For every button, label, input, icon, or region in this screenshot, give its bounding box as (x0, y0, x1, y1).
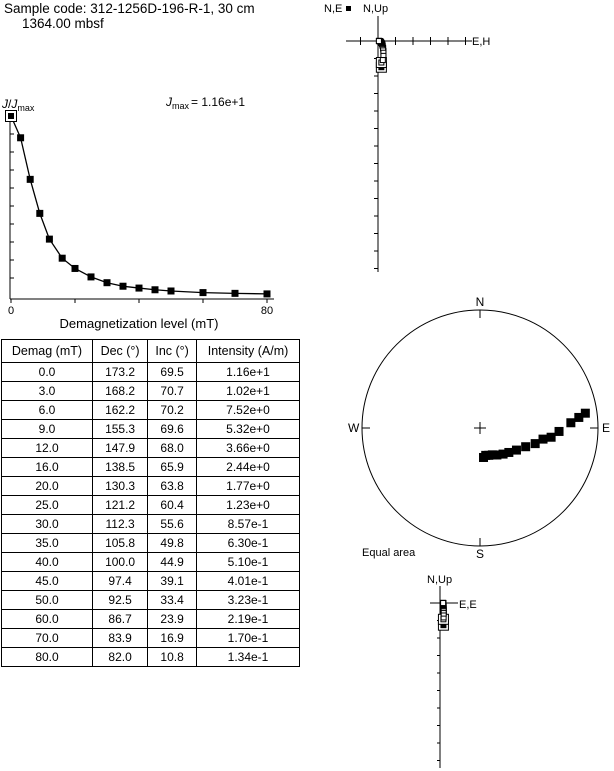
table-cell: 3.0 (2, 382, 93, 401)
table-cell: 30.0 (2, 515, 93, 534)
table-cell: 2.44e+0 (197, 458, 300, 477)
table-row (2, 496, 300, 515)
header-demag: Demag (mT) (2, 340, 93, 363)
east-label: E (602, 421, 611, 435)
table-row (2, 629, 300, 648)
header-inc: Inc (°) (148, 340, 197, 363)
stereo-point (555, 427, 563, 435)
table-cell: 35.0 (2, 534, 93, 553)
zij1-vertical-label: N,Up (363, 3, 389, 15)
table-cell: 0.0 (2, 363, 93, 382)
table-cell: 130.3 (92, 477, 147, 496)
table-cell: 40.0 (2, 553, 93, 572)
decay-point (59, 255, 65, 261)
west-label: W (348, 421, 360, 435)
table-cell: 2.19e-1 (197, 610, 300, 629)
decay-point (9, 114, 14, 119)
table-cell: 92.5 (92, 591, 147, 610)
sample-depth: 1364.00 mbsf (22, 16, 104, 31)
table-cell: 138.5 (92, 458, 147, 477)
y-label-sub: max (17, 103, 35, 113)
zij1-open-point (380, 58, 385, 63)
table-cell: 7.52e+0 (197, 401, 300, 420)
table-row (2, 401, 300, 420)
table-cell: 1.16e+1 (197, 363, 300, 382)
decay-point (120, 283, 126, 289)
stereo-point (522, 443, 530, 451)
stereo-point (567, 419, 575, 427)
table-header-row (2, 340, 300, 363)
decay-point (18, 135, 24, 141)
table-cell: 16.0 (2, 458, 93, 477)
table-cell: 80.0 (2, 648, 93, 667)
table-cell: 86.7 (92, 610, 147, 629)
zij1-legend-label: N,E (324, 3, 343, 15)
table-cell: 1.02e+1 (197, 382, 300, 401)
table-cell: 49.8 (148, 534, 197, 553)
zij1-open-point (376, 39, 381, 44)
header-intensity: Intensity (A/m) (197, 340, 300, 363)
jmax-j: J (166, 95, 172, 109)
south-label: S (475, 547, 485, 561)
decay-point (37, 210, 43, 216)
table-cell: 155.3 (92, 420, 147, 439)
zij2-open-point (441, 601, 446, 606)
x-axis-label: Demagnetization level (mT) (59, 316, 219, 331)
decay-point (136, 285, 142, 291)
sample-code: Sample code: 312-1256D-196-R-1, 30 cm (4, 1, 255, 16)
stereo-point (581, 409, 589, 417)
table-cell: 97.4 (92, 572, 147, 591)
table-cell: 20.0 (2, 477, 93, 496)
table-cell: 16.9 (148, 629, 197, 648)
table-cell: 5.10e-1 (197, 553, 300, 572)
table-cell: 105.8 (92, 534, 147, 553)
decay-point (168, 288, 174, 294)
table-row (2, 610, 300, 629)
table-cell: 9.0 (2, 420, 93, 439)
table-row (2, 534, 300, 553)
equal-area-plot (348, 295, 610, 561)
decay-series-line (11, 116, 267, 294)
table-row (2, 458, 300, 477)
jmax-value: = 1.16e+1 (191, 95, 246, 109)
jmax-annotation (165, 95, 245, 111)
decay-point (232, 290, 238, 296)
stereo-point (505, 448, 513, 456)
y-label-j: J (2, 97, 8, 111)
table-row (2, 515, 300, 534)
table-cell: 173.2 (92, 363, 147, 382)
table-row (2, 648, 300, 667)
table-cell: 121.2 (92, 496, 147, 515)
table-cell: 100.0 (92, 553, 147, 572)
table-cell: 1.70e-1 (197, 629, 300, 648)
zijderveld-lower (427, 574, 477, 768)
north-label: N (475, 295, 485, 309)
table-cell: 8.57e-1 (197, 515, 300, 534)
table-cell: 82.0 (92, 648, 147, 667)
x-tick-0: 0 (7, 305, 15, 317)
table-cell: 70.0 (2, 629, 93, 648)
table-cell: 1.34e-1 (197, 648, 300, 667)
table-cell: 3.66e+0 (197, 439, 300, 458)
decay-point (46, 236, 52, 242)
table-cell: 44.9 (148, 553, 197, 572)
decay-point (264, 291, 270, 297)
zijderveld-upper (324, 3, 490, 272)
zij2-vertical-label: N,Up (427, 574, 453, 586)
table-cell: 162.2 (92, 401, 147, 420)
table-cell: 147.9 (92, 439, 147, 458)
table-row (2, 572, 300, 591)
table-cell: 60.0 (2, 610, 93, 629)
table-row (2, 439, 300, 458)
decay-point (88, 274, 94, 280)
table-cell: 70.2 (148, 401, 197, 420)
table-cell: 69.5 (148, 363, 197, 382)
decay-point (104, 280, 110, 286)
table-cell: 39.1 (148, 572, 197, 591)
table-cell: 112.3 (92, 515, 147, 534)
stereo-point (539, 435, 547, 443)
demag-data-table (1, 339, 300, 667)
table-cell: 4.01e-1 (197, 572, 300, 591)
table-row (2, 363, 300, 382)
decay-point (72, 265, 78, 271)
jmax-sub: max (172, 101, 190, 111)
table-cell: 63.8 (148, 477, 197, 496)
decay-point (152, 287, 158, 293)
equal-area-caption: Equal area (362, 547, 416, 559)
table-row (2, 382, 300, 401)
stereo-point (512, 446, 520, 454)
table-row (2, 420, 300, 439)
table-cell: 6.30e-1 (197, 534, 300, 553)
table-cell: 23.9 (148, 610, 197, 629)
x-tick-80: 80 (260, 305, 274, 317)
table-cell: 3.23e-1 (197, 591, 300, 610)
table-cell: 50.0 (2, 591, 93, 610)
table-cell: 45.0 (2, 572, 93, 591)
table-cell: 1.77e+0 (197, 477, 300, 496)
y-label-jmax: J (11, 97, 18, 111)
stereo-point (547, 433, 555, 441)
table-cell: 1.23e+0 (197, 496, 300, 515)
table-row (2, 591, 300, 610)
header-dec: Dec (°) (92, 340, 147, 363)
table-cell: 12.0 (2, 439, 93, 458)
legend-filled-marker (346, 6, 351, 11)
table-cell: 25.0 (2, 496, 93, 515)
table-cell: 70.7 (148, 382, 197, 401)
table-cell: 69.6 (148, 420, 197, 439)
table-cell: 6.0 (2, 401, 93, 420)
decay-point (27, 176, 33, 182)
table-cell: 60.4 (148, 496, 197, 515)
decay-point (200, 290, 206, 296)
table-cell: 65.9 (148, 458, 197, 477)
table-cell: 5.32e+0 (197, 420, 300, 439)
table-row (2, 477, 300, 496)
table-cell: 83.9 (92, 629, 147, 648)
table-row (2, 553, 300, 572)
zij2-horizontal-label: E,E (459, 599, 477, 611)
table-cell: 33.4 (148, 591, 197, 610)
stereo-point (531, 440, 539, 448)
y-axis-label: $J/J_{max}$ (2, 97, 35, 113)
zij1-horizontal-label: E,H (472, 36, 491, 48)
table-cell: 55.6 (148, 515, 197, 534)
table-cell: 168.2 (92, 382, 147, 401)
table-cell: 68.0 (148, 439, 197, 458)
intensity-decay-chart (1, 95, 274, 331)
table-cell: 10.8 (148, 648, 197, 667)
